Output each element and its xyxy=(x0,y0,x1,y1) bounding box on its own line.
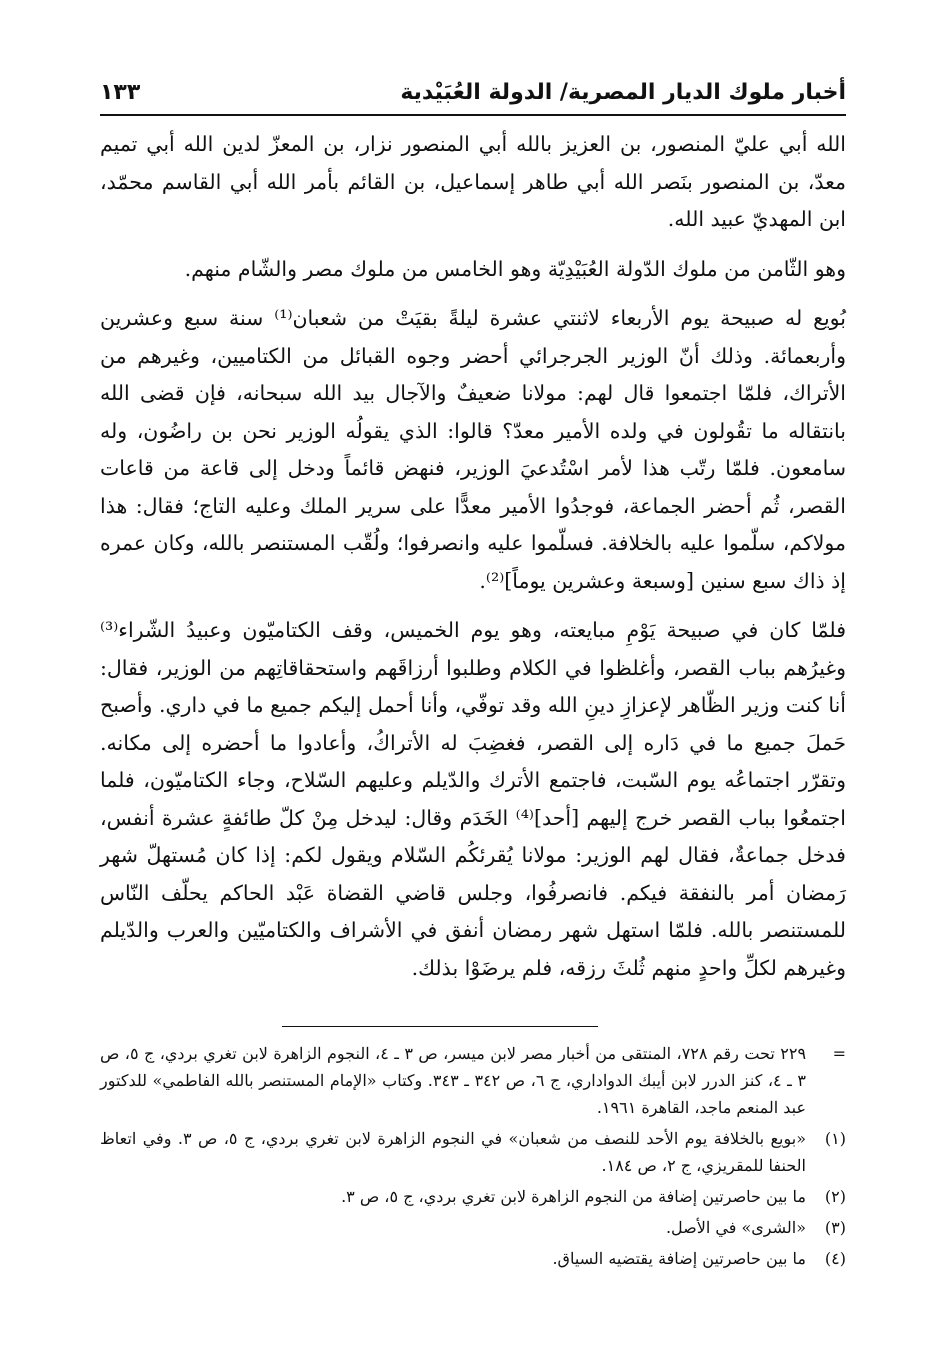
footnote-marker: (٢) xyxy=(824,1187,846,1206)
paragraph-events: فلمّا كان في صبيحة يَوْمِ مبايعته، وهو يوم الخميس، وقف الكتاميّون وعبيدُ الشّراء⁽³⁾ وغيرُهم بباب القصر، وأغلظوا في الكلام وطلبوا أرزاقَهم واستحقاقاتِهم من الوزير، فقال: أنا كنت وزير الظّاهر لإعزازِ دينِ الله وقد توفّي، وأنا أحمل إليكم جميع ما في داري. وأصبح حَملَ جميع ما في دَاره إلى القصر، فغضِبَ له الأتراكُ، وأعادوا ما أحضره إلى مكانه. وتقرّر اجتماعُه يوم السّبت، فاجتمع الأترك والدّيلم وعليهم السّلاح، وجاء الكتاميّون، فلما اجتمعُوا بباب القصر خرج إليهم [أحد]⁽⁴⁾ الخَدَم وقال: ليدخل مِنْ كلّ طائفةٍ عشرة أنفس، فدخل جماعةٌ، فقال لهم الوزير: مولانا يُقرئكُم السّلام ويقول لكم: إذا كان مُستهلّ شهر رَمضان أمر بالنفقة فيكم. فانصرفُوا، وجلس قاضي القضاة عَبْد الحاكم يحلّف النّاس للمستنصر بالله. فلمّا استهل شهر رمضان أنفق في الأشراف والكتاميّين والعرب والدّيلم وغيرهم لكلِّ واحدٍ منهم ثُلثَ رزقه، فلم يرضَوْا بذلك. xyxy=(100,618,846,980)
paragraph-lineage: الله أبي عليّ المنصور، بن العزيز بالله أبي المنصور نزار، بن المعزّ لدين الله أبي تميم معدّ، بن المنصور بنَصر الله أبي طاهر إسماعيل، بن القائم بأمر الله أبي القاسم محمّد، ابن المهديّ عبيد الله. xyxy=(100,132,846,231)
footnote-divider xyxy=(282,1026,598,1027)
header-divider xyxy=(100,114,846,116)
footnote-2 xyxy=(100,1183,846,1210)
footnotes xyxy=(100,1040,846,1276)
paragraph-accession: بُويع له صبيحة يوم الأربعاء لاثنتي عشرة ليلةً بقيَتْ من شعبان⁽¹⁾ سنة سبع وعشرين وأربعمائة. وذلك أنّ الوزير الجرجرائي أحضر وجوه القبائل من الكتاميين، وغيرهم من الأتراك، فلمّا اجتمعوا قال لهم: مولانا ضعيفٌ والآجال بيد الله سبحانه، فإن قضى الله بانتقاله ما تقُولون في ولده الأمير معدّ؟ قالوا: الذي يقولُه الوزير نحن بن راضُون، وله سامعون. فلمّا رتّب هذا لأمر اسْتُدعيَ الوزير، فنهض قائماً ودخل إلى قاعة من قاعات القصر، ثُم أحضر الجماعة، فوجدُوا الأمير معدًّا على سرير الملك وعليه التاج؛ فقال: هذا مولاكم، سلّموا عليه بالخلافة. فسلّموا عليه وانصرفوا؛ ولُقّب المستنصر بالله، وكان عمره إذ ذاك سبع سنين [وسبعة وعشرين يوماً]⁽²⁾. xyxy=(100,306,846,593)
page-header xyxy=(100,78,846,112)
footnote-marker: = xyxy=(832,1044,846,1063)
footnote-text: ٢٢٩ تحت رقم ٧٢٨، المنتقى من أخبار مصر لابن ميسر، ص ٣ ـ ٤، النجوم الزاهرة لابن تغري بردي، ج ٥، ص ٣ ـ ٤، كنز الدرر لابن أيبك الدواداري، ج ٦، ص ٣٤٢ ـ ٣٤٣. وكتاب «الإمام المستنصر بالله الفاطمي» للدكتور عبد المنعم ماجد، القاهرة ١٩٦١. xyxy=(100,1044,807,1117)
page-number: ١٣٣ xyxy=(100,80,141,105)
footnote-continued xyxy=(100,1040,846,1121)
footnote-text: ما بين حاصرتين إضافة من النجوم الزاهرة لابن تغري بردي، ج ٥، ص ٣. xyxy=(341,1187,806,1206)
footnote-text: «بويع بالخلافة يوم الأحد للنصف من شعبان» في النجوم الزاهرة لابن تغري بردي، ج ٥، ص ٣. وفي اتعاظ الحنفا للمقريزي، ج ٢، ص ١٨٤. xyxy=(100,1129,806,1175)
footnote-text: ما بين حاصرتين إضافة يقتضيه السياق. xyxy=(552,1249,806,1268)
main-text xyxy=(100,126,846,987)
footnote-marker: (٣) xyxy=(824,1218,846,1237)
footnote-4 xyxy=(100,1245,846,1272)
footnote-text: «الشرى» في الأصل. xyxy=(665,1218,806,1237)
footnote-marker: (٤) xyxy=(824,1249,846,1268)
page xyxy=(100,78,846,995)
footnote-marker: (١) xyxy=(824,1129,846,1148)
paragraph-rank: وهو الثّامن من ملوك الدّولة العُبَيْدِيّة وهو الخامس من ملوك مصر والشّام منهم. xyxy=(184,256,846,281)
footnote-3 xyxy=(100,1214,846,1241)
running-title: أخبار ملوك الديار المصرية/ الدولة العُبَيْدية xyxy=(400,80,846,105)
footnote-1 xyxy=(100,1125,846,1179)
